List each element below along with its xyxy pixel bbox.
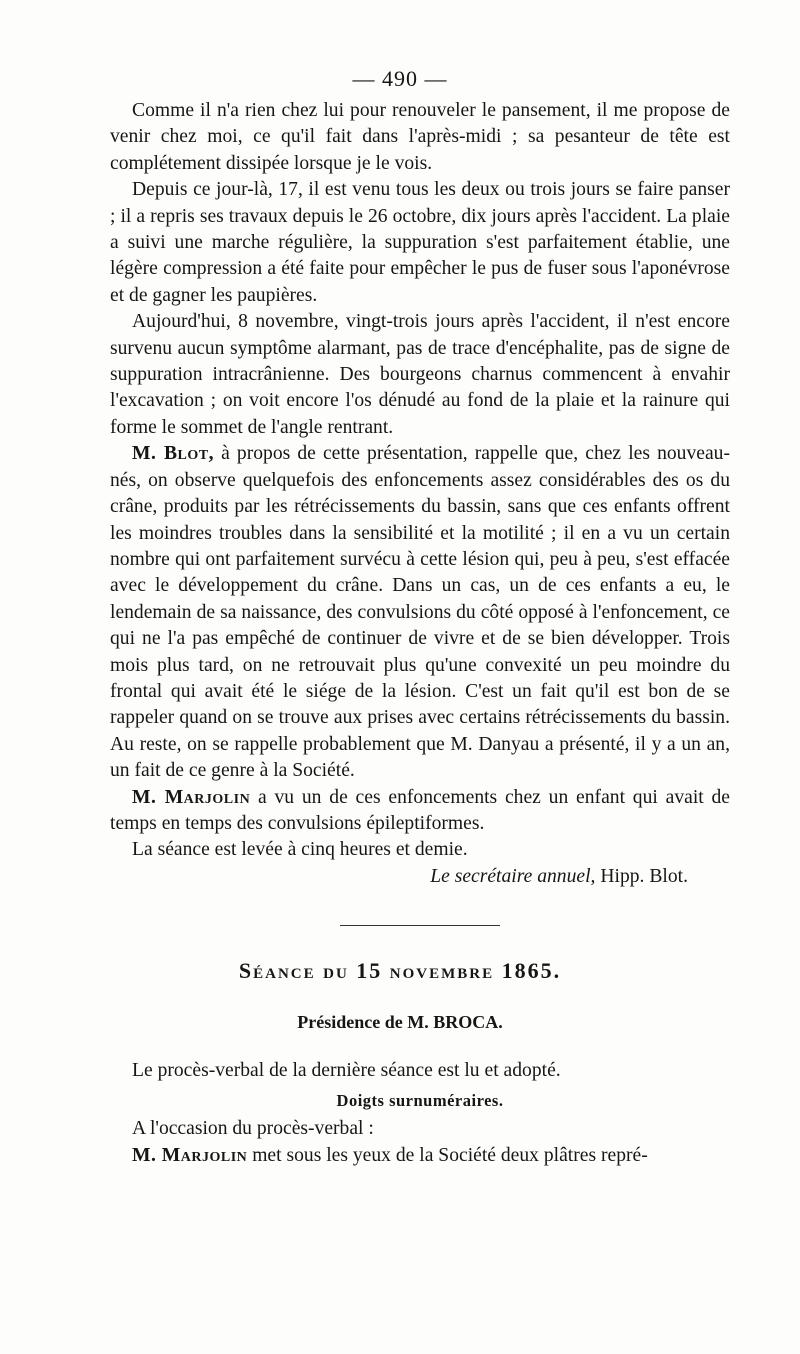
section-divider (340, 925, 500, 926)
paragraph-dressing: Comme il n'a rien chez lui pour renouveler le pansement, il me propose de venir chez moi, ce qu'il fait dans l'après-midi ; sa pesanteur de tête est complétement dissipée lorsque je le vois. (110, 100, 730, 174)
speaker-marjolin-2: M. Marjolin (132, 1144, 248, 1166)
paragraph-closing: La séance est levée à cinq heures et demie. (132, 839, 468, 861)
signature (110, 864, 730, 890)
page-number: — 490 — (352, 66, 448, 91)
paragraph-marjolin (110, 785, 730, 838)
speaker-blot: M. Blot, (132, 443, 215, 465)
signature-name: Hipp. Blot. (600, 865, 688, 887)
paragraph-progress: Depuis ce jour-là, 17, il est venu tous les deux ou trois jours se faire panser ; il a repris ses travaux depuis le 26 octobre, dix jours après l'accident. La plaie a suivi une marche régulière, la suppuration s'est parfaitement établie, une légère compression a été faite pour empêcher le pus de fuser sous l'aponévrose et de gagner les paupières. (110, 179, 730, 306)
main-text (110, 98, 730, 890)
paragraph-minutes: Le procès-verbal de la dernière séance est lu et adopté. (132, 1060, 561, 1081)
paragraph-marjolin-2 (110, 1143, 730, 1169)
session-text (110, 1058, 730, 1169)
session-heading: Séance du 15 novembre 1865. (238, 958, 562, 983)
paragraph-blot (110, 441, 730, 784)
marjolin-text: a vu un de ces enfoncements chez un enfant qui avait de temps en temps des convulsions épileptiformes. (110, 786, 731, 834)
marjolin-2-text: met sous les yeux de la Société deux plâtres repré- (247, 1144, 648, 1166)
presidency-line: Présidence de M. BROCA. (297, 1012, 503, 1032)
speaker-marjolin: M. Marjolin (132, 786, 251, 808)
subheading-doigts: Doigts surnuméraires. (336, 1091, 504, 1111)
paragraph-occasion: A l'occasion du procès-verbal : (132, 1118, 374, 1140)
paragraph-today: Aujourd'hui, 8 novembre, vingt-trois jours après l'accident, il n'est encore survenu aucun symptôme alarmant, pas de trace d'encéphalite, pas de signe de suppuration intracrânienne. Des bourgeons charnus commencent à envahir l'excavation ; on voit encore l'os dénudé au fond de la plaie et la rainure qui forme le sommet de l'angle rentrant. (110, 311, 730, 438)
signature-role: Le secrétaire annuel, (430, 865, 596, 887)
blot-text: à propos de cette présentation, rappelle que, chez les nouveau-nés, on observe quelquefois des enfoncements assez considérables des os du crâne, produits par les rétrécissements du bassin, sans que ces enfants offrent les moindres troubles dans la sensibilité et la motilité ; il en a vu un certain nombre qui ont parfaitement survécu à cette lésion qui, peu à peu, s'est effacée avec le développement du crâne. Dans un cas, un de ces enfants a eu, le lendemain de sa naissance, des convulsions du côté opposé à l'enfoncement, ce qui ne l'a pas empêché de continuer de vivre et de se bien développer. Trois mois plus tard, on ne retrouvait plus qu'une convexité un peu moindre du frontal qui avait été le siége de la lésion. C'est un fait qu'il est bon de se rappeler quand on se trouve aux prises avec certains rétrécissements du bassin. Au reste, on se rappelle probablement que M. Danyau a présenté, il y a un an, un fait de ce genre à la Société. (110, 443, 730, 782)
